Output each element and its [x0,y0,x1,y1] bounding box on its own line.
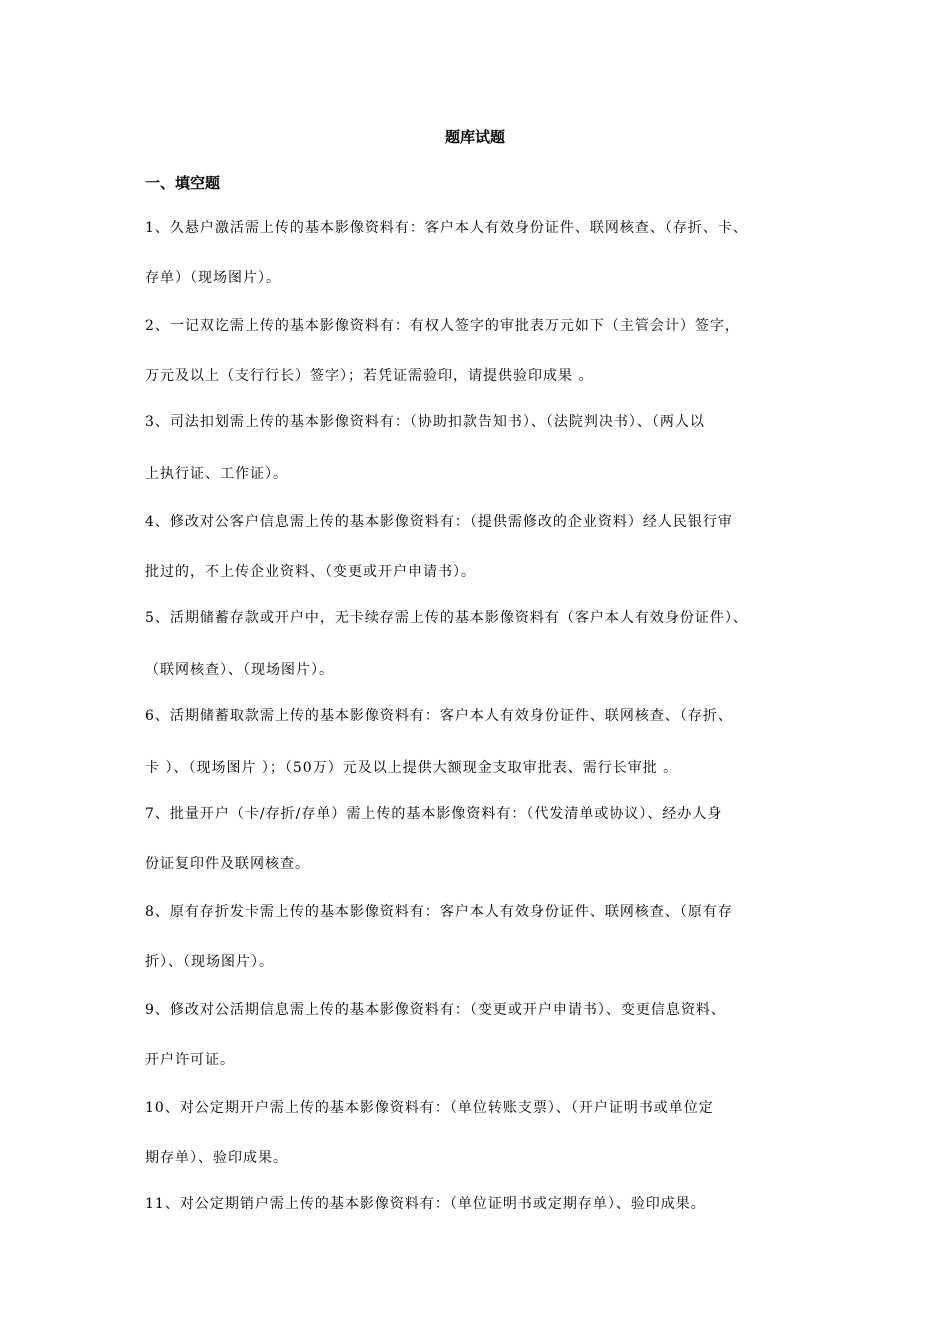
question-9-line-1: 9、修改对公活期信息需上传的基本影像资料有：（变更或开户申请书）、变更信息资料、 [145,1002,726,1018]
question-6-line-2: 卡 ）、（现场图片 ）；（50万）元及以上提供大额现金支取审批表、需行长审批 。 [145,760,679,776]
question-9-line-2: 开户许可证。 [145,1052,235,1068]
question-8-line-1: 8、原有存折发卡需上传的基本影像资料有：客户本人有效身份证件、联网核查、（原有存 [145,904,733,920]
question-4-line-1: 4、修改对公客户信息需上传的基本影像资料有：（提供需修改的企业资料）经人民银行审 [145,514,733,530]
section-heading: 一、填空题 [145,174,221,192]
question-3-line-2: 上执行证、工作证）。 [145,466,288,482]
question-10-line-2: 期存单）、验印成果。 [145,1150,288,1166]
question-2-line-1: 2、一记双讫需上传的基本影像资料有：有权人签字的审批表万元如下（主管会计）签字， [145,318,740,334]
question-3-line-1: 3、司法扣划需上传的基本影像资料有：（协助扣款告知书）、（法院判决书）、（两人以 [145,414,705,430]
question-8-line-2: 折）、（现场图片）。 [145,954,274,970]
document-title: 题库试题 [444,128,505,146]
question-1-line-2: 存单）（现场图片）。 [145,270,281,286]
question-1-line-1: 1、久悬户激活需上传的基本影像资料有：客户本人有效身份证件、联网核查、（存折、卡、 [145,220,748,236]
question-4-line-2: 批过的，不上传企业资料、（变更或开户申请书）。 [145,564,476,580]
question-7-line-2: 份证复印件及联网核查。 [145,856,310,872]
question-5-line-1: 5、活期储蓄存款或开户中，无卡续存需上传的基本影像资料有（客户本人有效身份证件）、 [145,610,748,626]
question-11-line-1: 11、对公定期销户需上传的基本影像资料有：（单位证明书或定期存单）、验印成果。 [145,1196,706,1212]
question-7-line-1: 7、批量开户（卡/存折/存单）需上传的基本影像资料有：（代发清单或协议）、经办人身 [145,806,723,822]
question-5-line-2: （联网核查）、（现场图片）。 [145,662,334,678]
question-10-line-1: 10、对公定期开户需上传的基本影像资料有：（单位转账支票）、（开户证明书或单位定 [145,1100,714,1116]
question-2-line-2: 万元及以上（支行行长）签字）；若凭证需验印，请提供验印成果 。 [145,368,594,384]
question-6-line-1: 6、活期储蓄取款需上传的基本影像资料有：客户本人有效身份证件、联网核查、（存折、 [145,708,733,724]
